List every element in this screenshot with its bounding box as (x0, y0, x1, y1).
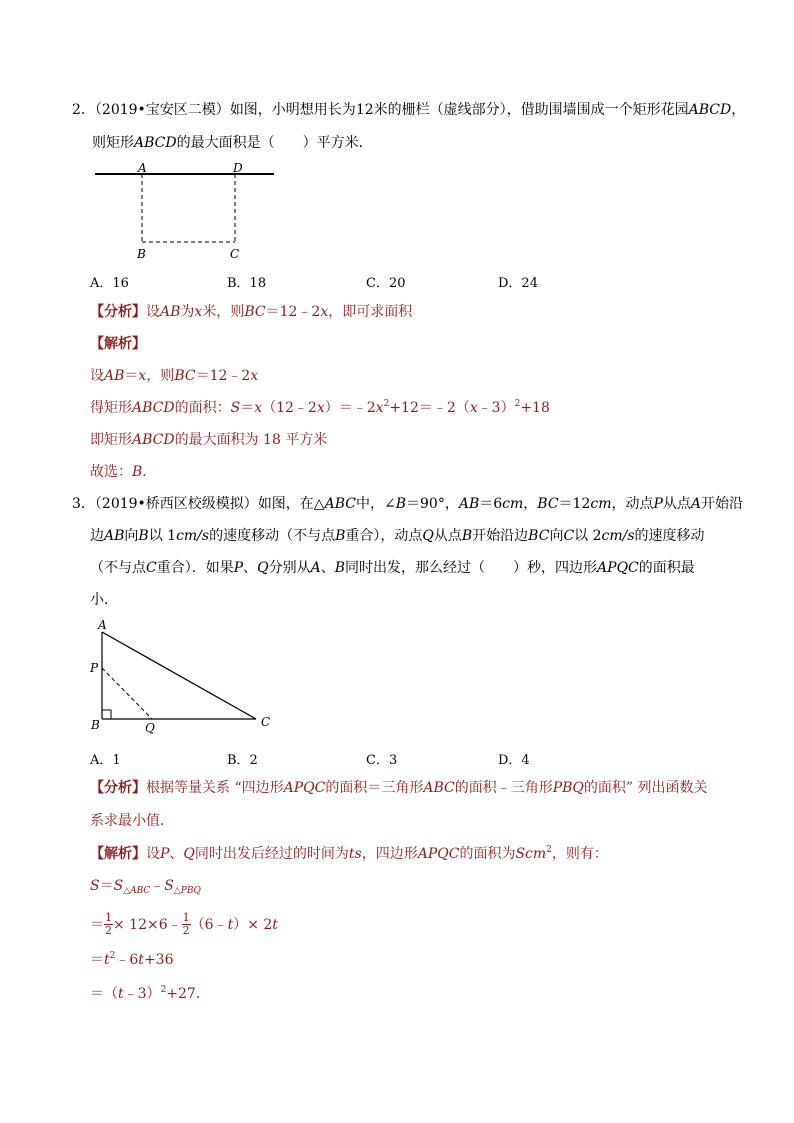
text: ＝12﹣2 (265, 304, 321, 320)
denominator: 2 (105, 923, 112, 937)
text: 向 (124, 528, 139, 544)
text: ，则有： (551, 846, 608, 862)
text: Q (422, 528, 434, 544)
text: t (138, 952, 144, 968)
text: Q (183, 846, 195, 862)
denominator: 2 (182, 923, 190, 937)
q2-figure (92, 160, 282, 255)
text: B (132, 464, 143, 480)
text: AB (458, 496, 480, 512)
text: AB (104, 528, 125, 544)
q2-label-d: D (233, 161, 243, 175)
text: ，动点 (611, 496, 654, 512)
text: ，四边形 (361, 846, 418, 862)
text: +18 (520, 400, 550, 416)
q2-label-a: A (138, 161, 147, 175)
q2-option-c[interactable]: C．20 (366, 276, 406, 291)
analysis-tag: 【分析】 (90, 304, 146, 320)
text: ＝12 (558, 496, 591, 512)
text: ）× 2 (233, 917, 273, 933)
q3-sol-line-2 (90, 876, 201, 898)
fraction (182, 912, 191, 937)
q3-segment-pq (102, 668, 152, 719)
text: 根据等量关系 “四边形 (146, 780, 284, 796)
text: APQC (597, 560, 639, 576)
text: t (104, 952, 110, 968)
q3-line-1 (72, 494, 743, 514)
text: cm (590, 496, 612, 512)
text: 中，∠ (355, 496, 396, 512)
q2-text: 12 (355, 102, 374, 118)
text: AB (104, 368, 125, 384)
text: t (227, 917, 234, 933)
q2-label-c: C (230, 247, 240, 261)
text: ＝ (90, 917, 104, 933)
text: x (250, 368, 259, 384)
text: Scm (515, 846, 547, 862)
text: ﹣6 (115, 952, 139, 968)
text: 设 (146, 846, 160, 862)
text: cm/s (601, 528, 635, 544)
text: 设 (146, 304, 160, 320)
text: ABCD (132, 432, 175, 448)
q2-text: 米的栅栏（虚线部分），借助围墙围成一个矩形花园 (373, 102, 689, 118)
fraction (104, 912, 113, 937)
text: 分别从 (268, 560, 311, 576)
text: APQC (283, 780, 326, 796)
text: P (233, 560, 244, 576)
q2-option-b[interactable]: B．18 (227, 276, 267, 291)
text: 设 (90, 368, 104, 384)
text: 故选： (90, 464, 132, 480)
text: 的面积最 (638, 560, 695, 576)
q3-option-c[interactable]: C．3 (366, 753, 398, 768)
text: ＝ (90, 952, 104, 968)
q2-line-2 (92, 133, 373, 153)
text: （6﹣ (190, 917, 228, 933)
text: A (690, 496, 702, 512)
text: ABCD (132, 400, 175, 416)
text: ＝6 (479, 496, 503, 512)
text: B (395, 496, 406, 512)
q3-figure (96, 624, 266, 724)
text: 以 2 (574, 528, 602, 544)
text: x (316, 400, 325, 416)
text: 、 (169, 846, 184, 862)
text: BC (244, 304, 266, 320)
q3-label-b: B (91, 718, 100, 732)
text: BC (528, 528, 550, 544)
text: 2 (514, 399, 521, 409)
text: B (461, 528, 473, 544)
q3-option-a[interactable]: A．1 (90, 753, 121, 768)
text: x (138, 368, 147, 384)
text: 如图，在△ (257, 496, 325, 512)
q3-label-p: P (90, 661, 99, 675)
text: BC (174, 368, 196, 384)
q2-solution-tag: 【解析】 (90, 336, 146, 352)
text: 重合）．如果 (156, 560, 234, 576)
text: A (310, 560, 321, 576)
text: t (272, 917, 278, 933)
text: 重合），动点 (345, 528, 423, 544)
text: 边 (90, 528, 104, 544)
q2-option-d[interactable]: D．24 (498, 276, 538, 291)
text: 、 (243, 560, 258, 576)
text: S (90, 878, 100, 894)
text: 为 (180, 304, 195, 320)
text: B (335, 528, 346, 544)
text: ＝ (124, 368, 139, 384)
text: PBQ (552, 780, 584, 796)
q2-sol-line-3 (90, 430, 327, 450)
q2-text: ABCD (688, 102, 732, 118)
q2-sol-line-1 (90, 366, 258, 386)
text: 开始沿边 (472, 528, 529, 544)
text: 的面积﹣三角形 (454, 780, 553, 796)
text: x (194, 304, 203, 320)
q2-text: 的最大面积是（ ）平方米． (176, 135, 373, 151)
text: 的最大面积为 18 平方米 (174, 432, 328, 448)
text: +12＝﹣2（ (389, 400, 470, 416)
text: 的速度移动（不与点 (209, 528, 336, 544)
text: × 12×6﹣ (113, 917, 182, 933)
text: ＝（ (90, 986, 118, 1002)
text: 2 (546, 845, 552, 855)
q2-line-1 (72, 100, 745, 120)
q2-sol-line-2 (90, 398, 550, 420)
text: 2 (160, 985, 167, 995)
text: ＝90°， (406, 496, 459, 512)
text: ， (523, 496, 538, 512)
text: x (320, 304, 329, 320)
text: C (146, 560, 157, 576)
q3-analysis-2: 系求最小值． (90, 813, 174, 829)
text: x (375, 400, 384, 416)
text: cm/s (176, 528, 210, 544)
text: x (469, 400, 478, 416)
text: 2 (383, 399, 390, 409)
q3-label-c: C (261, 715, 271, 729)
text: ，即可求面积 (328, 304, 413, 320)
numerator: 1 (182, 910, 190, 924)
q3-option-b[interactable]: B．2 (227, 753, 258, 768)
q3-option-d[interactable]: D．4 (498, 753, 530, 768)
text: 得矩形 (90, 400, 132, 416)
text: 、 (320, 560, 335, 576)
q3-number: 3． (72, 496, 95, 512)
text: APQC (417, 846, 460, 862)
q3-label-q: Q (145, 721, 155, 735)
analysis-tag: 【分析】 (90, 780, 146, 796)
q2-label-b: B (137, 247, 146, 261)
text: P (653, 496, 663, 512)
q2-text: 如图，小明想用长为 (229, 102, 356, 118)
text: 的面积＝三角形 (325, 780, 424, 796)
q3-side-ac (102, 632, 256, 719)
text: ABC (423, 780, 455, 796)
text: cm (502, 496, 524, 512)
q3-line-2 (90, 526, 705, 546)
text: x (254, 400, 263, 416)
text: +27． (166, 986, 210, 1002)
text: 从点 (662, 496, 691, 512)
q2-text: ， (731, 102, 746, 118)
q2-number: 2． (72, 102, 95, 118)
text: Q (257, 560, 269, 576)
q2-sol-line-4 (90, 462, 156, 482)
text: S (230, 400, 241, 416)
q3-source: （2019•桥西区校级模拟） (94, 496, 258, 512)
text: ﹣3） (477, 400, 515, 416)
text: t (118, 986, 124, 1002)
text: 即矩形 (90, 432, 132, 448)
text: ＝ (99, 878, 114, 894)
q3-line-3 (90, 558, 695, 578)
text: ）＝﹣2 (324, 400, 376, 416)
text: ＝12﹣2 (195, 368, 251, 384)
text: ，则 (146, 368, 175, 384)
text: ts (348, 846, 362, 862)
text: 的面积为 (459, 846, 516, 862)
text: 米，则 (202, 304, 245, 320)
q3-sol-line-3 (90, 910, 278, 940)
solution-tag: 【解析】 (90, 846, 146, 862)
text: 同时出发后经过的时间为 (194, 846, 349, 862)
q2-source: （2019•宝安区二模） (94, 102, 230, 118)
text: （12﹣2 (262, 400, 317, 416)
text: S (164, 878, 174, 894)
text: （不与点 (90, 560, 146, 576)
text: 的面积： (174, 400, 231, 416)
text: P (160, 846, 170, 862)
text: 的面积” 列出函数关 (583, 780, 708, 796)
q3-label-a: A (98, 618, 107, 632)
q2-analysis (90, 302, 412, 322)
text: 以 1 (148, 528, 177, 544)
text: C (563, 528, 575, 544)
q3-sol-line-4 (90, 950, 173, 972)
text: 开始沿 (701, 496, 744, 512)
text: BC (537, 496, 559, 512)
text: 同时出发，那么经过（ ）秒，四边形 (345, 560, 598, 576)
q3-sol-line-5 (90, 984, 210, 1006)
q3-sol-line-1 (90, 844, 608, 866)
q3-analysis-1 (90, 778, 708, 798)
text: +36 (143, 952, 174, 968)
q3-line-4: 小． (90, 592, 118, 608)
text: ﹣ (150, 878, 165, 894)
text: 向 (549, 528, 564, 544)
numerator: 1 (105, 910, 112, 924)
text: 从点 (433, 528, 462, 544)
text: △PBQ (173, 886, 201, 896)
text: 2 (109, 951, 116, 961)
q2-text: 则矩形 (92, 135, 134, 151)
text: AB (160, 304, 181, 320)
q3-right-angle-mark (102, 710, 111, 719)
text: △ABC (123, 886, 151, 896)
text: ﹣3） (123, 986, 161, 1002)
text: S (113, 878, 124, 894)
q2-option-a[interactable]: A．16 (90, 276, 129, 291)
q2-text: ABCD (134, 135, 177, 151)
text: B (138, 528, 149, 544)
text: ． (142, 464, 157, 480)
text: 的速度移动 (634, 528, 705, 544)
text: B (334, 560, 346, 576)
text: ABC (324, 496, 356, 512)
text: ＝ (240, 400, 255, 416)
